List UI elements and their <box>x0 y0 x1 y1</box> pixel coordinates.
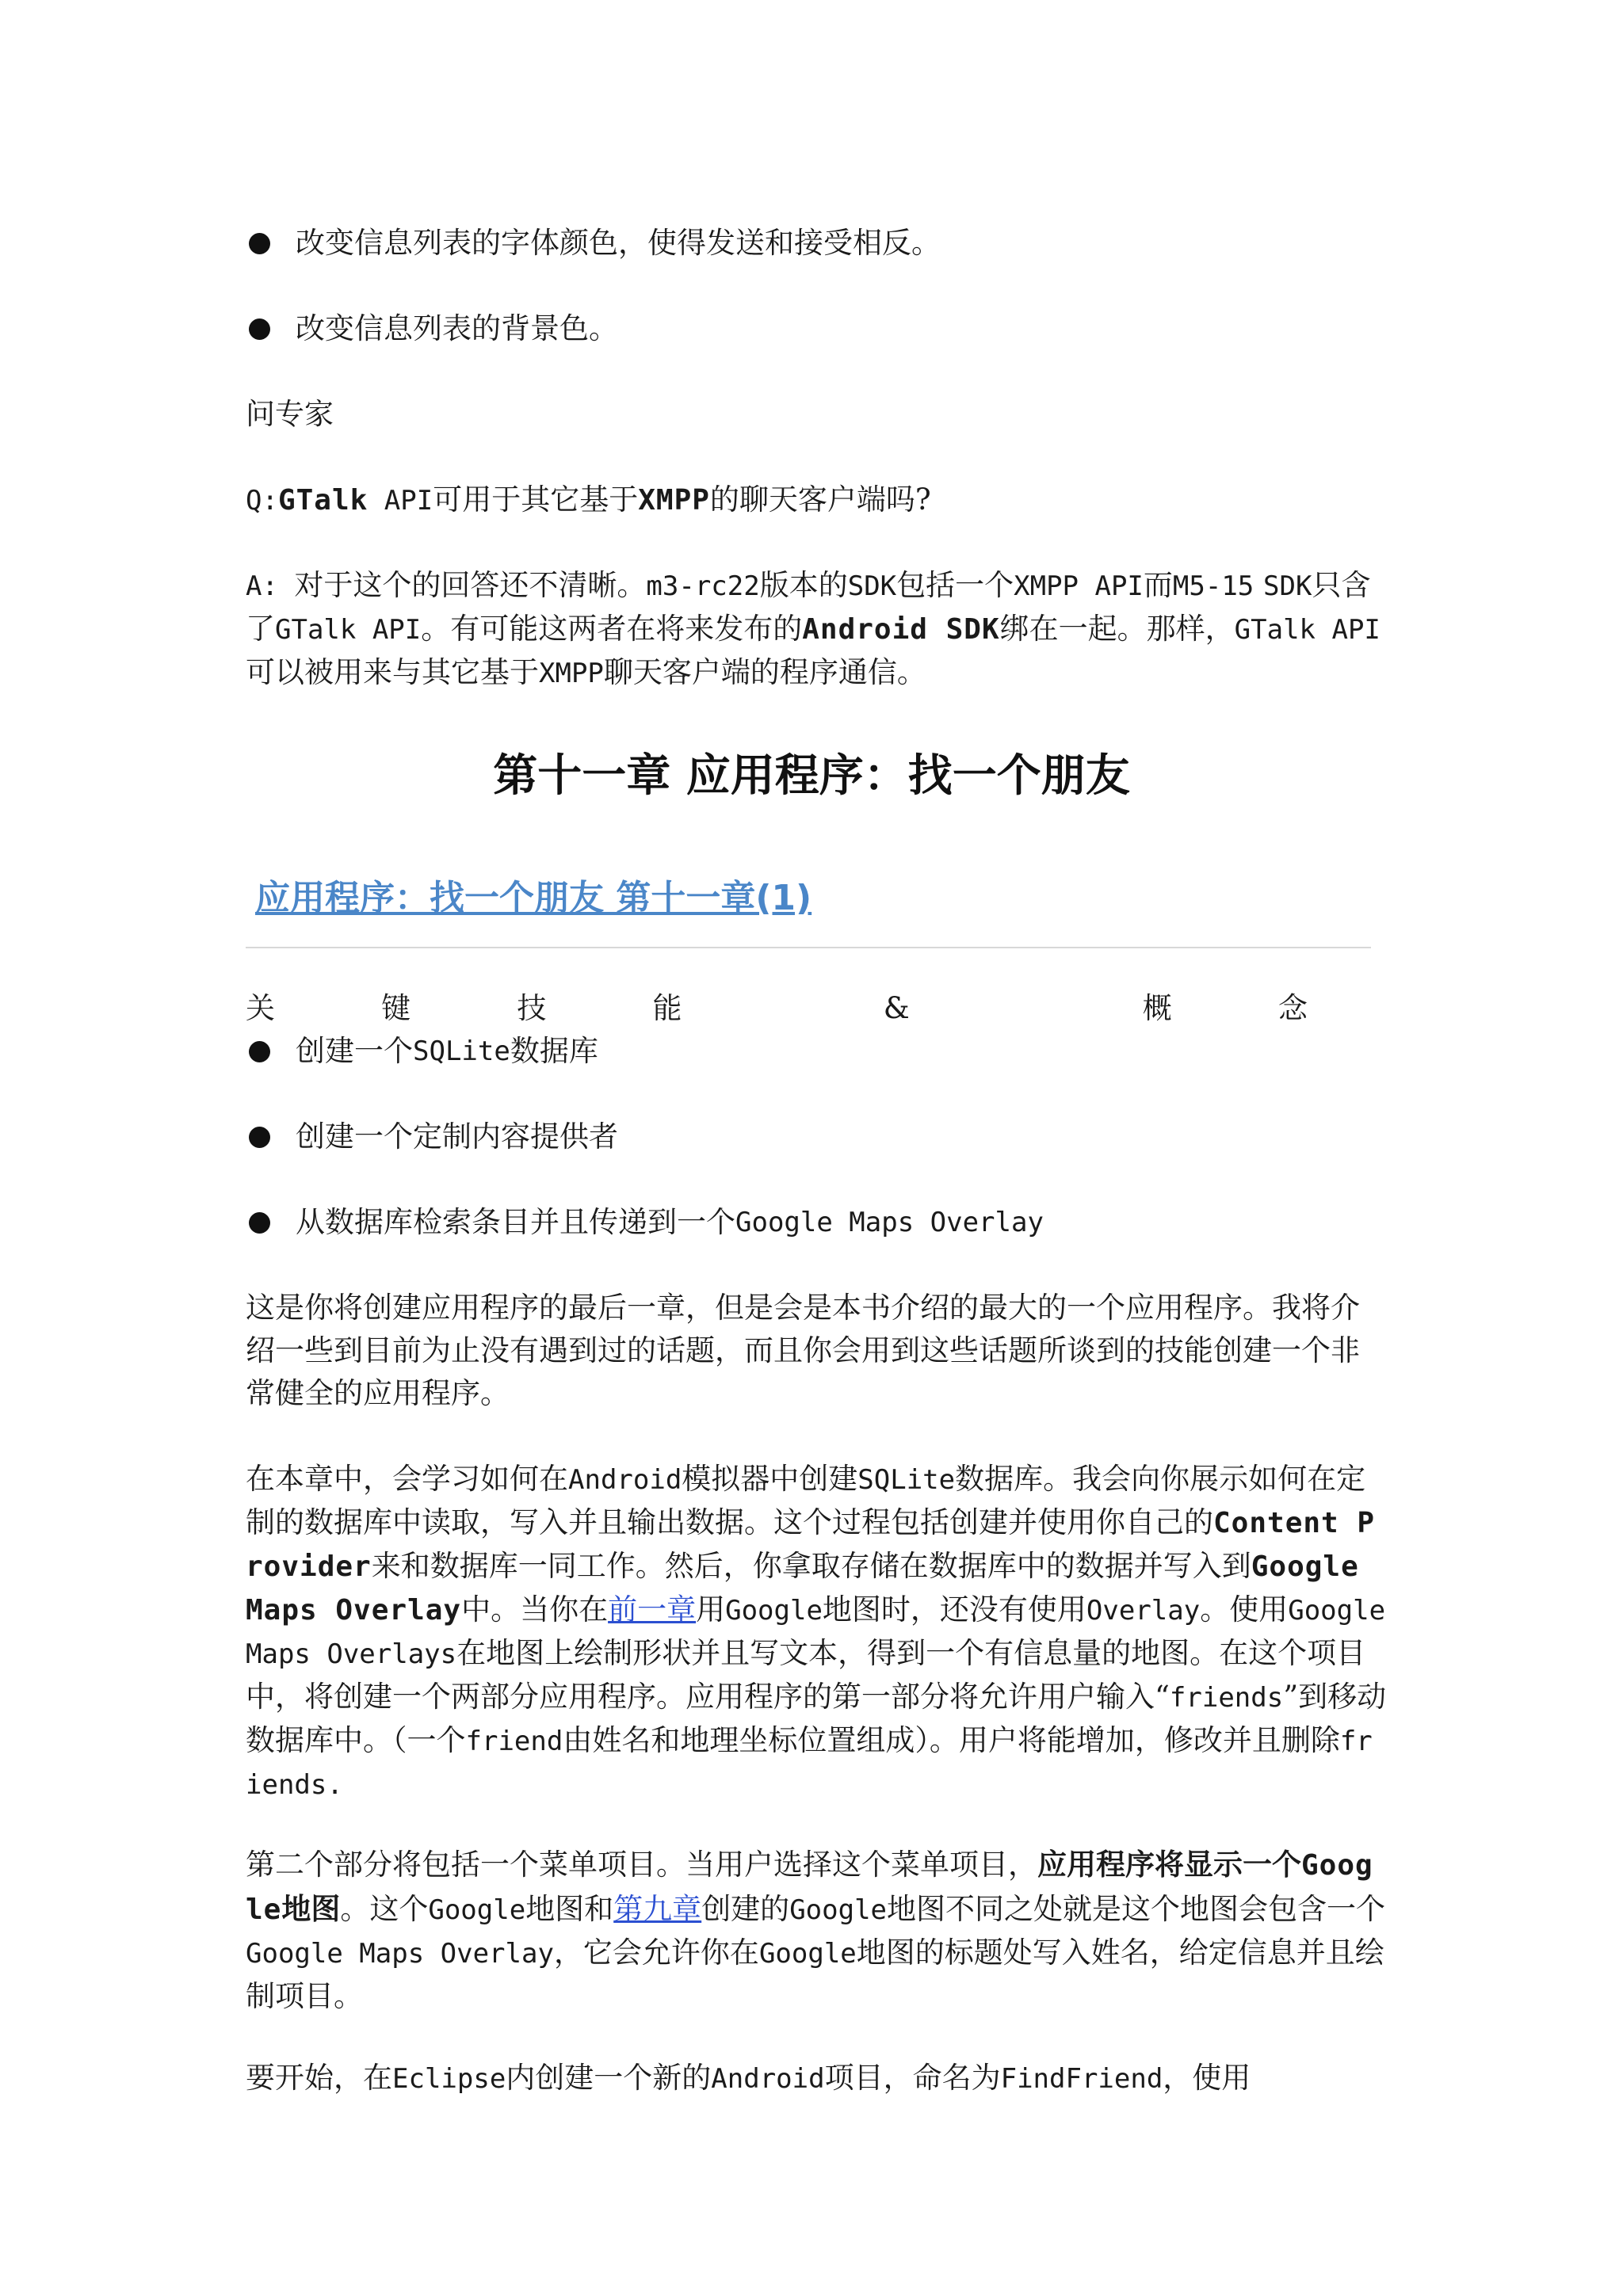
chapter-nine-link[interactable]: 第九章 <box>613 1892 702 1926</box>
body-paragraph: 第二个部分将包括一个菜单项目。当用户选择这个菜单项目，应用程序将显示一个Google地图。这个Google地图和第九章创建的Google地图不同之处就是这个地图会包含一个Google Maps Overlay，它会允许你在Google地图的标题处写入姓名，给定信息并且绘制项目。 <box>246 1847 1386 2013</box>
intro-paragraph: 这是你将创建应用程序的最后一章，但是会是本书介绍的最大的一个应用程序。我将介绍一些到目前为止没有遇到过的话题，而且你会用到这些话题所谈到的技能创建一个非常健全的应用程序。 <box>246 1291 1360 1410</box>
answer-paragraph: A: 对于这个的回答还不清晰。m3-rc22版本的SDK包括一个XMPP API而M5-15 SDK只含了GTalk API。有可能这两者在将来发布的Android SDK绑在一起。那样，GTalk API可以被用来与其它基于XMPP聊天客户端的程序通信。 <box>246 568 1381 689</box>
previous-chapter-link[interactable]: 前一章 <box>608 1592 697 1627</box>
divider <box>246 947 1371 948</box>
section-title-link[interactable]: 应用程序：找一个朋友 第十一章(1) <box>255 878 812 918</box>
list-item: 创建一个定制内容提供者 <box>246 1116 1387 1158</box>
chapter-title: 第十一章 应用程序：找一个朋友 <box>493 750 1130 802</box>
list-item: 创建一个 SQLite 数据库 <box>246 1030 1387 1073</box>
bullet-icon <box>249 1041 270 1062</box>
bullet-icon <box>249 318 270 340</box>
list-item: 改变信息列表的字体颜色，使得发送和接受相反。 <box>246 222 1387 265</box>
question-paragraph: Q:GTalk API可用于其它基于XMPP的聊天客户端吗? <box>246 482 931 517</box>
body-paragraph: 在本章中，会学习如何在Android模拟器中创建SQLite数据库。我会向你展示如何在定制的数据库中读取，写入并且输出数据。这个过程包括创建并使用你自己的Content Provider来和数据库一同工作。然后，你拿取存储在数据库中的数据并写入到Google Maps Overlay中。当你在前一章用Google地图时，还没有使用Overlay。使用Google Maps Overlays在地图上绘制形状并且写文本，得到一个有信息量的地图。在这个项目中，将创建一个两部分应用程序。应用程序的第一部分将允许用户输入“friends”到移动数据库中。（一个friend由姓名和地理坐标位置组成）。用户将能增加，修改并且删除friends. <box>246 1462 1387 1801</box>
bullet-icon <box>249 233 270 254</box>
body-paragraph: 要开始，在Eclipse内创建一个新的Android项目，命名为FindFriend，使用 <box>246 2061 1251 2095</box>
bullet-icon <box>249 1127 270 1148</box>
bullet-icon <box>249 1212 270 1234</box>
ask-expert-heading: 问专家 <box>246 397 334 431</box>
list-item: 从数据库检索条目并且传递到一个 Google Maps Overlay <box>246 1201 1387 1244</box>
list-item: 改变信息列表的背景色。 <box>246 307 1387 350</box>
key-skills-heading: 关 键 技 能 & 概 念 <box>246 991 1308 1025</box>
